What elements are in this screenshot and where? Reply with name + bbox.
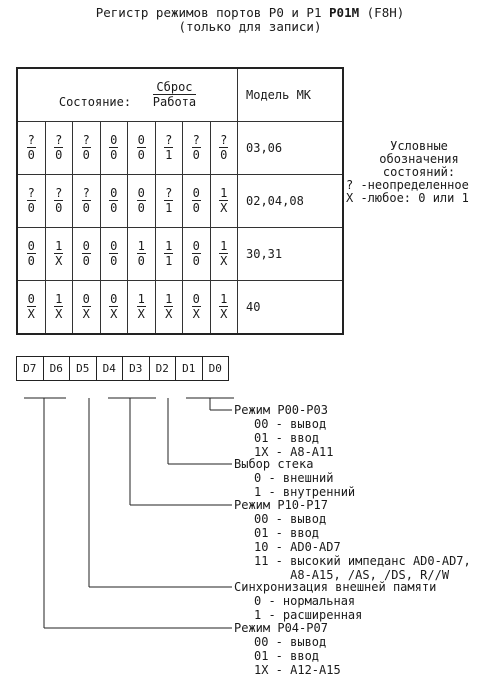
state-reset: ? bbox=[82, 185, 90, 200]
model-cell: 02,04,08 bbox=[238, 175, 344, 228]
state-work: X bbox=[55, 306, 63, 321]
state-work: 1 bbox=[165, 253, 173, 268]
legend-line: состояний: bbox=[382, 165, 456, 179]
state-work: 0 bbox=[220, 147, 228, 162]
state-work: 0 bbox=[192, 253, 200, 268]
state-work: 0 bbox=[27, 147, 35, 162]
desc-sync-title: Синхронизация внешней памяти bbox=[234, 580, 437, 594]
state-work: 0 bbox=[82, 200, 90, 215]
bit-d1: D1 bbox=[176, 357, 203, 380]
desc-p10-p17-opt: 01 - ввод bbox=[254, 526, 320, 540]
state-reset: 0 bbox=[192, 291, 200, 306]
state-work: 0 bbox=[110, 147, 118, 162]
state-work: 0 bbox=[55, 200, 63, 215]
state-work: X bbox=[110, 306, 118, 321]
state-reset: ? bbox=[27, 185, 35, 200]
work-label: Работа bbox=[152, 95, 197, 109]
model-cell: 40 bbox=[238, 281, 344, 335]
desc-p04-p07-opt: 1X - A12-A15 bbox=[254, 663, 341, 677]
state-work: 1 bbox=[165, 147, 173, 162]
state-reset: ? bbox=[82, 132, 90, 147]
state-reset: 0 bbox=[27, 291, 35, 306]
state-work: 0 bbox=[110, 253, 118, 268]
desc-p00-p03-title: Режим P00-P03 bbox=[234, 403, 328, 417]
desc-p10-p17-opt: 11 - высокий импеданс AD0-AD7, bbox=[254, 554, 471, 568]
desc-p10-p17-opt: A8-A15, /AS, /DS, R//W bbox=[254, 568, 450, 582]
model-cell: 03,06 bbox=[238, 122, 344, 175]
state-reset: 0 bbox=[192, 185, 200, 200]
desc-stack-title: Выбор стека bbox=[234, 457, 314, 471]
state-reset: ? bbox=[55, 132, 63, 147]
state-work: 0 bbox=[82, 147, 90, 162]
desc-p10-p17-opt: 00 - вывод bbox=[254, 512, 327, 526]
legend-line: обозначения bbox=[379, 152, 459, 166]
state-work: X bbox=[220, 253, 228, 268]
state-reset: 1 bbox=[55, 238, 63, 253]
register-code: P01M bbox=[329, 5, 360, 20]
state-work: 0 bbox=[137, 147, 145, 162]
desc-sync-opt: 1 - расширенная bbox=[254, 608, 363, 622]
desc-p04-p07-opt: 00 - вывод bbox=[254, 635, 327, 649]
state-reset: 0 bbox=[110, 238, 118, 253]
state-work: X bbox=[137, 306, 145, 321]
state-work: 0 bbox=[192, 147, 200, 162]
register-address: (F8H) bbox=[359, 5, 405, 20]
bit-d6: D6 bbox=[44, 357, 71, 380]
state-work: 0 bbox=[82, 253, 90, 268]
reset-label: Сброс bbox=[153, 81, 196, 95]
state-work: X bbox=[220, 200, 228, 215]
state-reset: ? bbox=[165, 132, 173, 147]
state-reset: ? bbox=[192, 132, 200, 147]
state-reset: ? bbox=[55, 185, 63, 200]
state-work: 0 bbox=[110, 200, 118, 215]
bit-d3: D3 bbox=[123, 357, 150, 380]
register-subtitle: (только для записи) bbox=[178, 19, 322, 34]
state-work: 0 bbox=[27, 200, 35, 215]
desc-stack-opt: 1 - внутренний bbox=[254, 485, 356, 499]
state-reset: 1 bbox=[165, 238, 173, 253]
state-reset: 1 bbox=[220, 185, 228, 200]
bit-d7: D7 bbox=[17, 357, 44, 380]
state-work: 1 bbox=[165, 200, 173, 215]
state-reset: 0 bbox=[137, 185, 145, 200]
state-work: X bbox=[165, 306, 173, 321]
state-work: X bbox=[220, 306, 228, 321]
table-header-model: Модель МК bbox=[238, 68, 344, 122]
state-reset: 1 bbox=[165, 291, 173, 306]
state-reset: 0 bbox=[110, 132, 118, 147]
bit-d2: D2 bbox=[150, 357, 177, 380]
state-work: 0 bbox=[55, 147, 63, 162]
desc-p04-p07-title: Режим P04-P07 bbox=[234, 621, 328, 635]
bit-d0: D0 bbox=[208, 362, 222, 375]
state-work: 0 bbox=[27, 253, 35, 268]
state-reset: ? bbox=[165, 185, 173, 200]
state-work: X bbox=[55, 253, 63, 268]
state-work: 0 bbox=[192, 200, 200, 215]
desc-p00-p03-opt: 00 - вывод bbox=[254, 417, 327, 431]
bit-d5: D5 bbox=[70, 357, 97, 380]
state-reset: 0 bbox=[82, 238, 90, 253]
desc-p10-p17-opt: 10 - AD0-AD7 bbox=[254, 540, 341, 554]
desc-p04-p07-opt: 01 - ввод bbox=[254, 649, 320, 663]
state-reset: ? bbox=[220, 132, 228, 147]
desc-p00-p03-opt: 1X - A8-A11 bbox=[254, 445, 334, 459]
legend-line: Условные bbox=[390, 139, 448, 153]
state-reset: 1 bbox=[220, 238, 228, 253]
legend-any: X -любое: 0 или 1 bbox=[346, 191, 469, 205]
title-prefix: Регистр режимов портов P0 и P1 bbox=[95, 5, 330, 20]
state-reset: 0 bbox=[137, 132, 145, 147]
state-work: X bbox=[27, 306, 35, 321]
state-reset: 0 bbox=[82, 291, 90, 306]
state-reset: 1 bbox=[137, 291, 145, 306]
state-reset: 1 bbox=[137, 238, 145, 253]
legend-undefined: ? -неопределенное bbox=[346, 178, 469, 192]
state-reset: 0 bbox=[192, 238, 200, 253]
state-reset: 1 bbox=[55, 291, 63, 306]
state-reset: 1 bbox=[220, 291, 228, 306]
state-work: X bbox=[82, 306, 90, 321]
state-work: 0 bbox=[137, 253, 145, 268]
bit-d4: D4 bbox=[97, 357, 124, 380]
state-work: X bbox=[192, 306, 200, 321]
desc-sync-opt: 0 - нормальная bbox=[254, 594, 356, 608]
state-reset: 0 bbox=[27, 238, 35, 253]
desc-p10-p17-title: Режим P10-P17 bbox=[234, 498, 328, 512]
state-reset: ? bbox=[27, 132, 35, 147]
state-reset: 0 bbox=[110, 291, 118, 306]
state-work: 0 bbox=[137, 200, 145, 215]
desc-p00-p03-opt: 01 - ввод bbox=[254, 431, 320, 445]
state-label: Состояние: bbox=[58, 95, 132, 109]
desc-stack-opt: 0 - внешний bbox=[254, 471, 334, 485]
state-reset: 0 bbox=[110, 185, 118, 200]
model-cell: 30,31 bbox=[238, 228, 344, 281]
